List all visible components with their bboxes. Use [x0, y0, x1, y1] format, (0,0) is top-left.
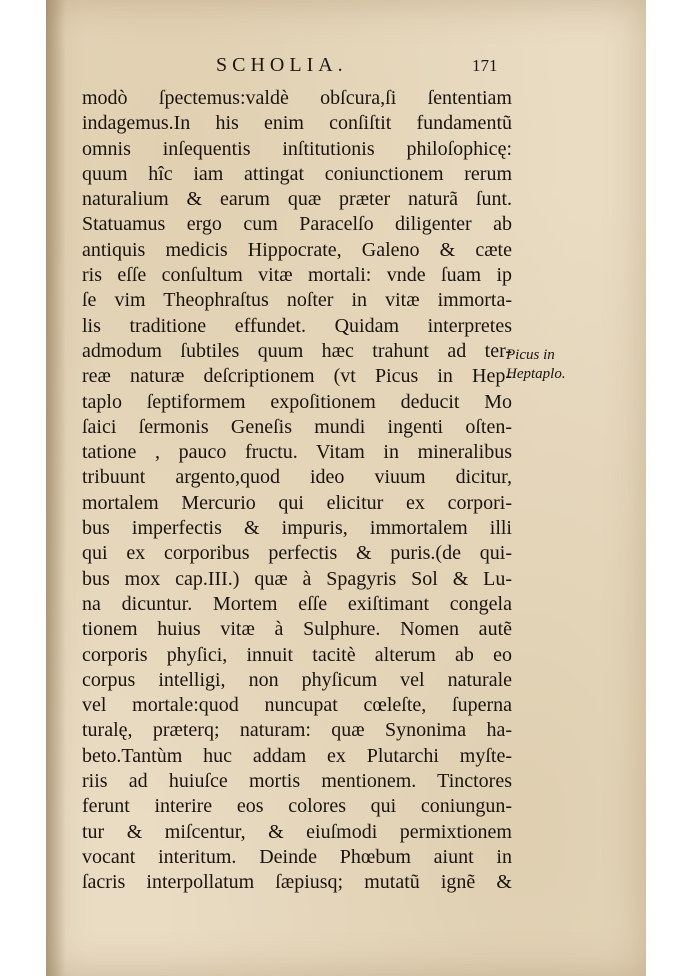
- text-line: corporis phyſici, innuit tacitè alterum ab eo: [82, 643, 512, 666]
- text-line: Statuamus ergo cum Paracelſo diligenter ab: [82, 213, 512, 236]
- marginal-note-line: Heptaplo.: [506, 366, 566, 382]
- text-line: tribuunt argento,quod ideo viuum dicitur,: [82, 466, 512, 489]
- book-page: [46, 0, 646, 976]
- text-line: quum hîc iam attingat coniunctionem rerum: [82, 162, 512, 185]
- body-text: [82, 86, 512, 896]
- text-line: ferunt interire eos colores qui coniungun-: [82, 795, 512, 818]
- text-line: ſaici ſermonis Geneſis mundi ingenti oſten-: [82, 415, 512, 438]
- text-line: vocant interitum. Deinde Phœbum aiunt in: [82, 845, 512, 868]
- page-gutter-shadow: [46, 0, 66, 976]
- text-line: corpus intelligi, non phyſicum vel naturale: [82, 668, 512, 691]
- text-line: bus mox cap.III.) quæ à Spagyris Sol & Lu-: [82, 567, 512, 590]
- text-line: tionem huius vitæ à Sulphure. Nomen autẽ: [82, 618, 512, 641]
- text-line: admodum ſubtiles quum hæc trahunt ad ter-: [82, 339, 512, 362]
- text-line: antiquis medicis Hippocrate, Galeno & cæte: [82, 238, 512, 261]
- text-line: ris eſſe conſultum vitæ mortali: vnde ſuam ip: [82, 264, 512, 287]
- page-number: 171: [472, 56, 498, 75]
- text-line: vel mortale:quod nuncupat cœleſte, ſuperna: [82, 694, 512, 717]
- text-line: ſacris interpollatum ſæpiusq; mutatũ ignẽ &: [82, 871, 512, 894]
- marginal-note: [506, 346, 566, 384]
- marginal-note-line: Picus in: [506, 347, 555, 363]
- text-line: tur & miſcentur, & eiuſmodi permixtionem: [82, 820, 512, 843]
- text-line: naturalium & earum quæ præter naturã ſunt.: [82, 188, 512, 211]
- text-line: beto.Tantùm huc addam ex Plutarchi myſte-: [82, 744, 512, 767]
- text-line: qui ex corporibus perfectis & puris.(de qui-: [82, 542, 512, 565]
- text-line: riis ad huiuſce mortis mentionem. Tinctores: [82, 770, 512, 793]
- text-line: indagemus.In his enim conſiſtit fundamentũ: [82, 112, 512, 135]
- text-line: taplo ſeptiformem expoſitionem deducit Mo: [82, 390, 512, 413]
- text-line: mortalem Mercurio qui elicitur ex corpori-: [82, 491, 512, 514]
- text-line: ſe vim Theophraſtus noſter in vitæ immorta-: [82, 289, 512, 312]
- text-line: na dicuntur. Mortem eſſe exiſtimant congela: [82, 592, 512, 615]
- page-header: [46, 54, 646, 84]
- running-title: SCHOLIA.: [216, 54, 348, 76]
- text-line: reæ naturæ deſcriptionem (vt Picus in Hep-: [82, 365, 512, 388]
- text-line: tatione , pauco fructu. Vitam in mineralibus: [82, 441, 512, 464]
- text-line: modò ſpectemus:valdè obſcura,ſi ſententiam: [82, 87, 512, 109]
- text-line: bus imperfectis & impuris, immortalem illi: [82, 517, 512, 540]
- text-line: lis traditione effundet. Quidam interpretes: [82, 314, 512, 337]
- text-line: omnis inſequentis inſtitutionis philoſophicę:: [82, 137, 512, 160]
- text-line: turalę, præterq; naturam: quæ Synonima ha-: [82, 719, 512, 742]
